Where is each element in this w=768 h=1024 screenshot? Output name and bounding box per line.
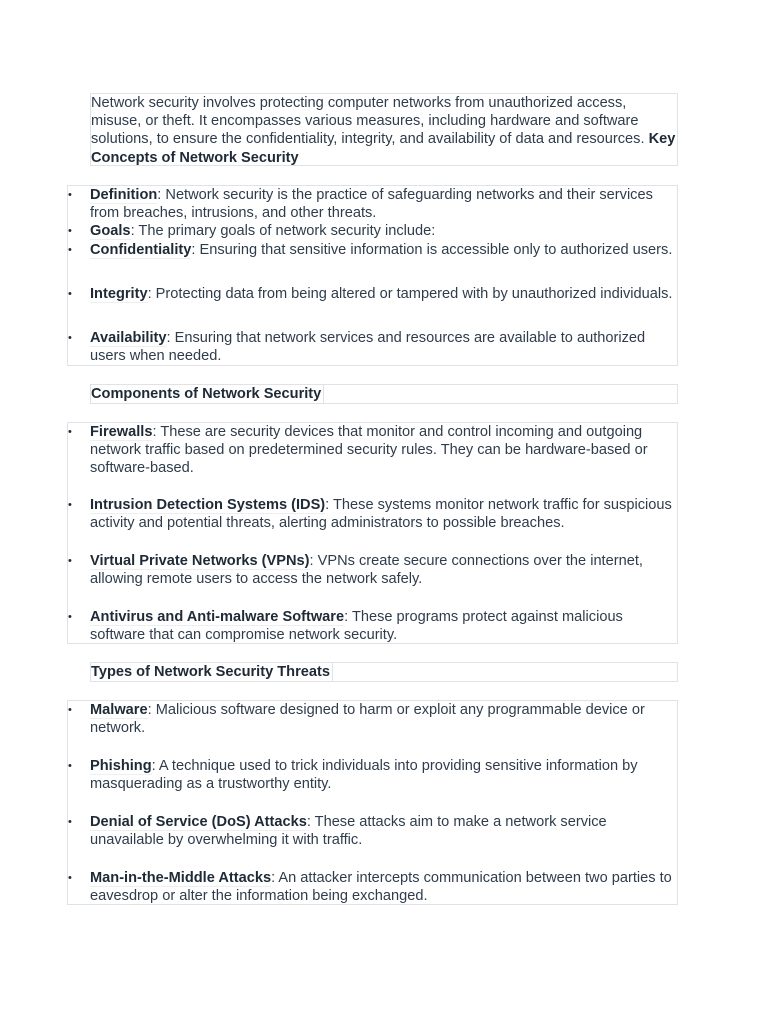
threats-list	[67, 700, 678, 905]
bullet-icon: •	[68, 332, 72, 344]
key-concepts-heading: Key Concepts of Network Security	[91, 131, 676, 166]
bullet-icon: •	[68, 611, 72, 623]
key-concepts-list	[67, 185, 678, 366]
list-item-vpns	[68, 552, 675, 588]
list-item-availability	[68, 329, 675, 365]
bullet-icon: •	[68, 704, 72, 716]
bullet-icon: •	[68, 288, 72, 300]
list-item-desc: : Ensuring that sensitive information is accessible only to authorized users.	[191, 242, 673, 258]
list-item-desc: : These attacks aim to make a network service unavailable by overwhelming it with traffic.	[90, 814, 607, 849]
list-item-phishing	[68, 757, 675, 793]
list-item-term: Man-in-the-Middle Attacks	[90, 870, 272, 886]
list-item-mitm-attacks	[68, 869, 675, 905]
list-item-term: Antivirus and Anti-malware Software	[90, 609, 345, 625]
list-item-confidentiality	[68, 241, 675, 259]
list-item-malware	[68, 701, 675, 737]
bullet-icon: •	[68, 555, 72, 567]
components-heading: Components of Network Security	[90, 384, 678, 404]
intro-paragraph	[90, 93, 678, 166]
list-item-desc: : An attacker intercepts communication between two parties to eavesdrop or alter the information being exchanged.	[90, 870, 672, 905]
list-item-definition	[68, 186, 675, 222]
list-item-desc: : These systems monitor network traffic for suspicious activity and potential threats, alerting administrators to possible breaches.	[90, 497, 672, 532]
list-item-antivirus	[68, 608, 675, 644]
threats-heading: Types of Network Security Threats	[90, 662, 678, 682]
bullet-icon: •	[68, 426, 72, 438]
bullet-icon: •	[68, 760, 72, 772]
list-item-desc: : Ensuring that network services and resources are available to authorized users when needed.	[90, 330, 646, 365]
list-item-term: Confidentiality	[90, 242, 192, 258]
list-item-desc: : The primary goals of network security include:	[130, 223, 436, 239]
bullet-icon: •	[68, 816, 72, 828]
list-item-term: Malware	[90, 702, 148, 718]
bullet-icon: •	[68, 244, 72, 256]
list-item-term: Intrusion Detection Systems (IDS)	[90, 497, 326, 513]
list-item-term: Integrity	[90, 286, 148, 302]
list-item-desc: : Protecting data from being altered or tampered with by unauthorized individuals.	[147, 286, 673, 302]
intro-text: Network security involves protecting computer networks from unauthorized access, misuse, or theft. It encompasses various measures, including hardware and software solutions, to ensure the confidentiality, integrity, and availability of data and resources.	[91, 95, 645, 148]
list-item-goals	[68, 222, 675, 240]
list-item-desc: : These programs protect against malicious software that can compromise network security.	[90, 609, 623, 644]
bullet-icon: •	[68, 872, 72, 884]
list-item-term: Definition	[90, 187, 158, 203]
components-list	[67, 422, 678, 644]
list-item-term: Goals	[90, 223, 131, 239]
list-item-term: Virtual Private Networks (VPNs)	[90, 553, 310, 569]
list-item-term: Denial of Service (DoS) Attacks	[90, 814, 307, 830]
bullet-icon: •	[68, 499, 72, 511]
list-item-desc: : Malicious software designed to harm or exploit any programmable device or network.	[90, 702, 645, 737]
list-item-desc: : Network security is the practice of safeguarding networks and their services from breaches, intrusions, and other threats.	[90, 187, 653, 222]
list-item-desc: : VPNs create secure connections over the internet, allowing remote users to access the network safely.	[90, 553, 643, 588]
list-item-firewalls	[68, 423, 675, 478]
bullet-icon: •	[68, 225, 72, 237]
list-item-desc: : A technique used to trick individuals into providing sensitive information by masquerading as a trustworthy entity.	[90, 758, 638, 793]
list-item-term: Availability	[90, 330, 167, 346]
list-item-integrity	[68, 285, 675, 303]
bullet-icon: •	[68, 189, 72, 201]
list-item-term: Firewalls	[90, 424, 153, 440]
list-item-desc: : These are security devices that monitor and control incoming and outgoing network traffic based on predetermined security rules. They can be hardware-based or software-based.	[90, 424, 648, 477]
list-item-dos-attacks	[68, 813, 675, 849]
list-item-term: Phishing	[90, 758, 152, 774]
list-item-ids	[68, 496, 675, 532]
